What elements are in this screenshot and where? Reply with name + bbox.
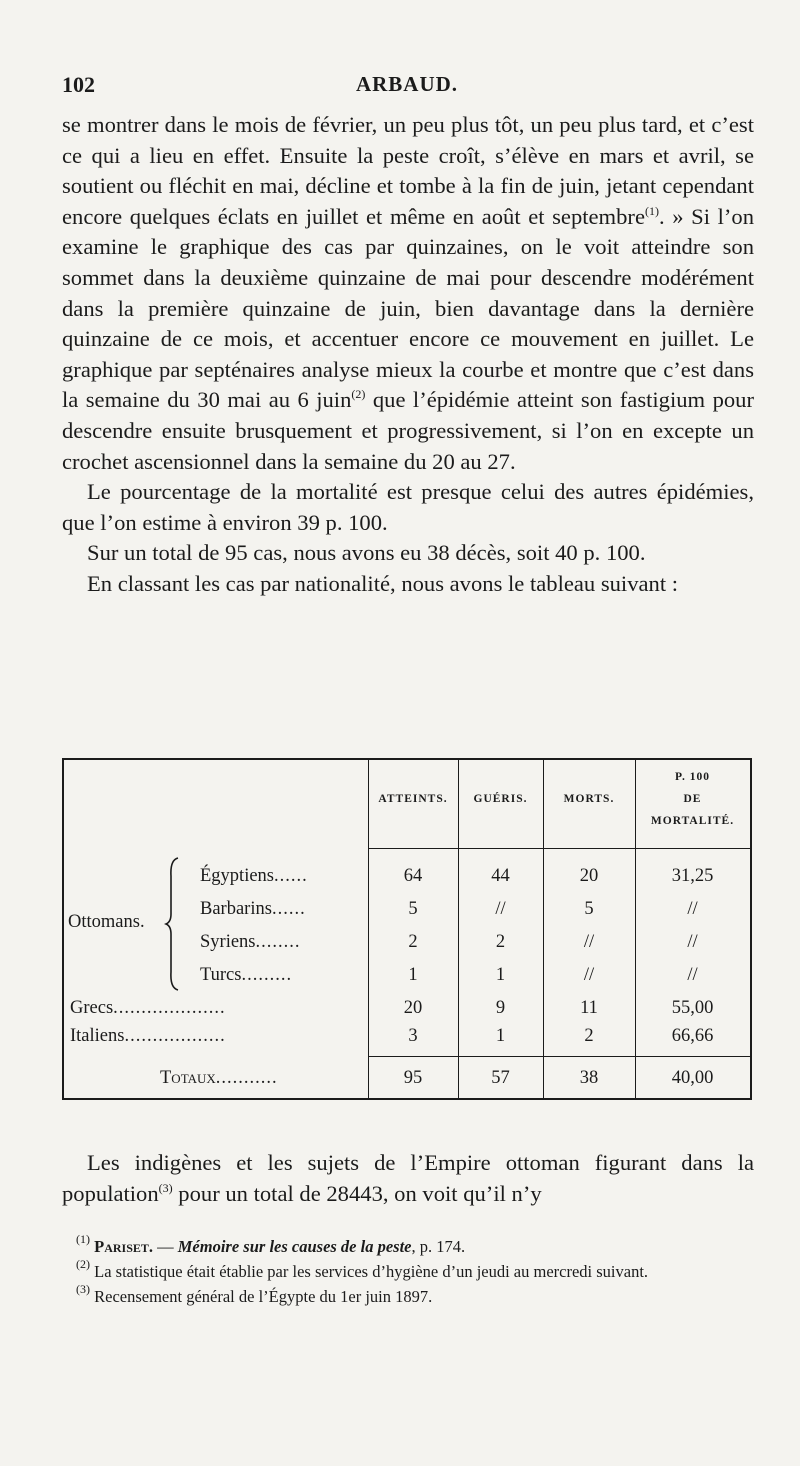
- header-rule: [368, 848, 750, 849]
- page-number: 102: [62, 72, 95, 97]
- running-head: ARBAUD.: [355, 72, 459, 96]
- cell-morts: //: [583, 932, 595, 952]
- total-morts: 38: [579, 1068, 599, 1088]
- header-atteints: ATTEINTS.: [378, 793, 448, 805]
- cell-morts: 2: [584, 1026, 594, 1046]
- total-label: Totaux...........: [160, 1068, 278, 1088]
- paragraph-4: En classant les cas par nationalité, nous avons le tableau suivant :: [87, 570, 679, 596]
- column-divider: [368, 760, 369, 1098]
- footnote-ref-2: (2): [351, 387, 366, 402]
- cell-atteints: 2: [408, 932, 418, 952]
- total-atteints: 95: [403, 1068, 423, 1088]
- footnote-2: $^{(2)}$ La statistique était établie par les services d’hygiène d’un jeudi au mercredi suivant.: [76, 1257, 649, 1281]
- cell-gueris: 1: [495, 1026, 506, 1046]
- cell-gueris: 44: [491, 866, 510, 886]
- total-rule: [368, 1056, 750, 1057]
- cell-atteints: 64: [403, 866, 423, 886]
- row-label: Égyptiens......: [200, 866, 308, 886]
- cell-atteints: 20: [403, 998, 423, 1018]
- header-pct-mortalite: P. 100 DE MORTALITÉ.: [650, 771, 735, 827]
- footnotes: [62, 1232, 754, 1311]
- column-divider: [458, 760, 459, 1098]
- header-morts: MORTS.: [563, 793, 615, 805]
- row-label: Syriens........: [200, 932, 301, 952]
- body-text-continued: [62, 1148, 754, 1209]
- footnote-ref-3: (3): [158, 1180, 173, 1195]
- header-gueris: GUÉRIS.: [473, 793, 528, 805]
- cell-gueris: 1: [495, 965, 506, 985]
- paragraph-5: Les indigènes et les sujets de l’Empire ottoman figurant dans la population$^{(3)}$ pour un total de 28443, on voit qu’il n’y: [62, 1150, 754, 1206]
- page-header: [62, 72, 752, 102]
- cell-morts: //: [583, 965, 595, 985]
- footnote-ref-1: (1): [644, 203, 659, 218]
- cell-morts: 5: [584, 899, 594, 919]
- paragraph-1: se montrer dans le mois de février, un peu plus tôt, un peu plus tard, et c’est ce qui a lieu en effet. Ensuite la peste croît, s’élève en mars et avril, se soutient ou fléchit en mai, décline et tombe à la fin de juin, jetant cependant encore quelques éclats en juillet et même en août et septembre$^{(1)}$. » Si l’on examine le graphique des cas par quinzaines, on le voit atteindre son sommet dans la deuxième quinzaine de mai pour descendre modérément dans la première quinzaine de juin, bien davantage dans la dernière quinzaine de ce mois, et accentuer encore ce mouvement en juillet. Le graphique par septénaires analyse mieux la courbe et montre que c’est dans la semaine du 30 mai au 6 juin$^{(2)}$ que l’épidémie atteint son fastigium pour descendre ensuite brusquement et progressivement, si l’on en excepte un crochet ascensionnel dans la semaine du 20 au 27.: [62, 112, 754, 474]
- row-label: Italiens..................: [70, 1026, 226, 1046]
- cell-morts: 20: [579, 866, 599, 886]
- paragraph-2: Le pourcentage de la mortalité est presque celui des autres épidémies, que l’on estime à environ 39 p. 100.: [62, 479, 754, 535]
- row-label: Turcs.........: [200, 965, 293, 985]
- body-text: [62, 110, 754, 600]
- cell-pct: //: [687, 932, 698, 952]
- cell-pct: 55,00: [671, 998, 714, 1018]
- cell-morts: 11: [580, 998, 598, 1018]
- footnote-3: $^{(3)}$ Recensement général de l’Égypte du 1er juin 1897.: [76, 1282, 433, 1306]
- cell-pct: //: [687, 899, 698, 919]
- cell-atteints: 3: [408, 1026, 418, 1046]
- cell-atteints: 5: [408, 899, 418, 919]
- cell-gueris: //: [495, 899, 506, 919]
- ottomans-group-label: Ottomans.: [68, 912, 145, 932]
- row-label: Barbarins......: [200, 899, 306, 919]
- cell-pct: 31,25: [671, 866, 714, 886]
- total-pct: 40,00: [671, 1068, 714, 1088]
- cell-gueris: 9: [495, 998, 506, 1018]
- nationality-table: [62, 758, 752, 1100]
- row-label: Grecs....................: [70, 998, 226, 1018]
- cell-gueris: 2: [495, 932, 506, 952]
- total-gueris: 57: [491, 1068, 510, 1088]
- cell-atteints: 1: [408, 965, 418, 985]
- column-divider: [543, 760, 544, 1098]
- footnote-1: $^{(1)}$ Pariset. — Mémoire sur les causes de la peste, p. 174.: [76, 1232, 466, 1256]
- cell-pct: 66,66: [671, 1026, 714, 1046]
- group-brace: [164, 856, 182, 992]
- paragraph-3: Sur un total de 95 cas, nous avons eu 38 décès, soit 40 p. 100.: [87, 540, 646, 566]
- cell-pct: //: [687, 965, 698, 985]
